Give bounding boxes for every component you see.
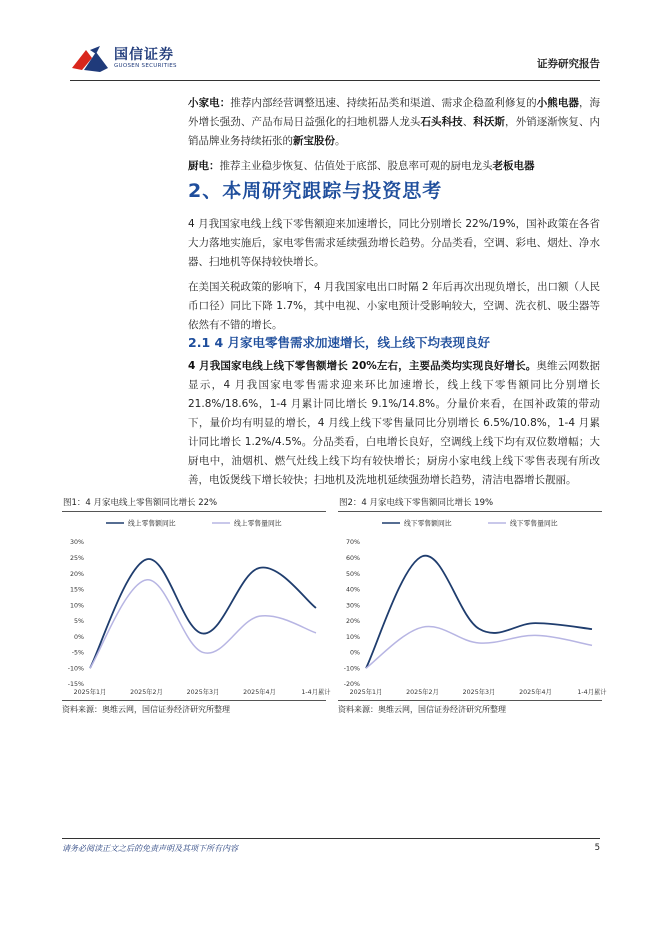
figure-2-source: 资料来源：奥维云网，国信证券经济研究所整理 <box>338 705 506 714</box>
guosen-logo <box>70 44 180 74</box>
small-appliance-paragraph <box>188 94 600 151</box>
company-ecovacs: 科沃斯 <box>473 116 505 128</box>
section-2-1-lead: 4 月我国家电线上线下零售额增长 20%左右，主要品类均实现良好增长。 <box>188 360 537 372</box>
y-tick-label: -20% <box>343 681 360 689</box>
section-2-heading: 2、本周研究跟踪与投资思考 <box>188 180 443 202</box>
y-tick-label: 10% <box>346 633 360 641</box>
figure-2 <box>338 496 607 715</box>
y-tick-label: 30% <box>70 539 84 547</box>
series-line-2 <box>366 626 592 668</box>
section-2-body <box>188 215 600 341</box>
legend-label-1: 线下零售额同比 <box>404 519 452 528</box>
disclaimer-link[interactable]: 请务必阅读正文之后的免责声明及其项下所有内容 <box>62 844 238 853</box>
x-tick-label: 2025年1月 <box>349 689 383 696</box>
figure-2-title: 图2：4 月家电线下零售额同比增长 19% <box>338 496 602 512</box>
figure-1-chart <box>62 512 331 698</box>
y-tick-label: 50% <box>346 570 360 578</box>
separator: 、 <box>462 116 474 128</box>
legend-label-1: 线上零售额同比 <box>128 519 176 528</box>
kitchen-text: 推荐主业稳步恢复、估值处于底部、股息率可观的厨电龙头 <box>219 160 493 172</box>
series-line-2 <box>90 580 316 668</box>
small-appliance-text-1: 推荐内部经营调整迅速、持续拓品类和渠道、需求企稳盈利修复的 <box>230 97 537 109</box>
company-roborock: 石头科技 <box>420 116 463 128</box>
y-tick-label: 20% <box>70 570 84 578</box>
section-2-1-paragraph <box>188 357 600 490</box>
figure-1-source: 资料来源：奥维云网，国信证券经济研究所整理 <box>62 705 230 714</box>
header-divider <box>70 80 600 81</box>
x-tick-label: 2025年1月 <box>73 689 107 696</box>
company-name-cn: 国信证券 <box>114 47 174 63</box>
y-tick-label: 20% <box>346 618 360 626</box>
kitchen-paragraph <box>188 157 600 176</box>
section-2-1-heading: 2.1 4 月家电零售需求加速增长，线上线下均表现良好 <box>188 335 491 350</box>
x-tick-label: 2025年3月 <box>186 689 220 696</box>
y-tick-label: 40% <box>346 586 360 594</box>
y-tick-label: 30% <box>346 602 360 610</box>
section-2-para-2: 在美国关税政策的影响下，4 月我国家电出口时隔 2 年后再次出现负增长，出口额（人民币口径）同比下降 1.7%，其中电视、小家电预计受影响较大，空调、洗衣机、吸尘器等依然有不错的增长。 <box>188 281 600 331</box>
y-tick-label: 0% <box>74 633 84 641</box>
y-tick-label: -15% <box>67 681 84 689</box>
company-xinbao: 新宝股份 <box>293 135 335 147</box>
section-2-para-1: 4 月我国家电线上线下零售额迎来加速增长，同比分别增长 22%/19%，国补政策在各省大力落地实施后，家电零售需求延续强劲增长趋势。分品类看，空调、彩电、烟灶、净水器、扫地机等保持较快增长。 <box>188 218 600 268</box>
figure-1-bottom-rule <box>62 700 326 701</box>
guosen-logo-mark <box>70 44 110 74</box>
y-tick-label: 5% <box>74 618 84 626</box>
page-header <box>70 40 600 76</box>
company-robam: 老板电器 <box>492 160 535 172</box>
legend-label-2: 线下零售量同比 <box>510 519 558 528</box>
y-tick-label: 70% <box>346 539 360 547</box>
y-tick-label: 10% <box>70 602 84 610</box>
x-tick-label: 1-4月累计 <box>577 689 607 696</box>
y-tick-label: -10% <box>343 665 360 673</box>
figure-2-chart <box>338 512 607 698</box>
x-tick-label: 2025年2月 <box>406 689 439 696</box>
figure-1 <box>62 496 331 715</box>
x-tick-label: 2025年4月 <box>519 689 552 696</box>
y-tick-label: -5% <box>71 649 84 657</box>
kitchen-label: 厨电： <box>188 160 220 172</box>
page-number: 5 <box>594 843 600 853</box>
figure-1-title: 图1：4 月家电线上零售额同比增长 22% <box>62 496 326 512</box>
report-type-label: 证券研究报告 <box>537 58 600 70</box>
company-bear-electric: 小熊电器 <box>536 97 579 109</box>
section-2-1-text: 奥维云网数据显示，4 月我国家电零售需求迎来环比加速增长，线上线下零售额同比分别增长 21.8%/18.6%，1-4 月累计同比增长 9.1%/14.8%。分量价来看，在国补政策的带动下，量价均有明显的增长，4 月线上线下零售量同比分别增长 6.5%/10.8%，1-4 月累计同比增长 1.2%/4.5%。分品类看，白电增长良好，空调线上线下均有双位数增幅；大厨电中，油烟机、燃气灶线上线下均有较快增长；厨房小家电线上线下零售表现有所改善，电饭煲线下增长较快；扫地机及洗地机延续强劲增长趋势，清洁电器增长靓丽。 <box>188 360 601 486</box>
x-tick-label: 2025年4月 <box>243 689 276 696</box>
small-appliance-text-3: ，外销逐渐恢复、内销品牌业务持续拓张的 <box>188 116 601 147</box>
series-line-1 <box>366 556 592 669</box>
company-name-en: GUOSEN SECURITIES <box>114 63 177 69</box>
footer-divider <box>62 838 600 839</box>
y-tick-label: 15% <box>70 586 84 594</box>
x-tick-label: 2025年3月 <box>462 689 496 696</box>
section-2-1-body <box>188 357 600 496</box>
small-appliance-label: 小家电： <box>188 97 231 109</box>
sentence-end: 。 <box>335 135 346 147</box>
y-tick-label: 0% <box>350 649 360 657</box>
x-tick-label: 2025年2月 <box>130 689 163 696</box>
small-appliance-text-2: ，海外增长强劲、产品布局日益强化的扫地机器人龙头 <box>188 97 601 128</box>
y-tick-label: 60% <box>346 554 360 562</box>
figure-2-bottom-rule <box>338 700 602 701</box>
y-tick-label: -10% <box>67 665 84 673</box>
x-tick-label: 1-4月累计 <box>301 689 331 696</box>
y-tick-label: 25% <box>70 554 84 562</box>
legend-label-2: 线上零售量同比 <box>234 519 282 528</box>
recommendations-block <box>188 94 600 182</box>
